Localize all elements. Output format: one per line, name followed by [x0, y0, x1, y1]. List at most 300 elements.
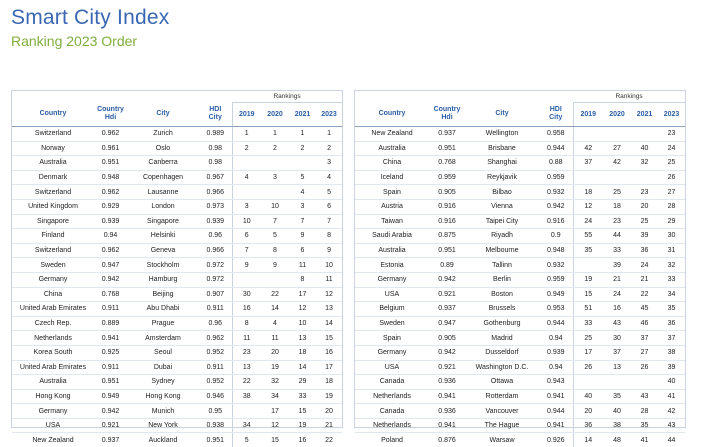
cell-rank-2020: 5: [261, 229, 289, 244]
cell-rank-2021: [631, 127, 658, 142]
cell-country: Czech Rep.: [12, 316, 94, 331]
cell-rank-2020: 37: [603, 345, 631, 360]
cell-hdi-city: 0.946: [199, 389, 232, 404]
table-row: [355, 185, 685, 200]
page-title: Smart City Index: [11, 6, 169, 30]
cell-city: Beijing: [127, 287, 199, 302]
cell-city: Riyadh: [465, 229, 539, 244]
cell-rank-2020: 43: [603, 316, 631, 331]
cell-country: Australia: [355, 243, 429, 258]
cell-rank-2021: 6: [289, 243, 316, 258]
cell-rank-2023: 21: [316, 418, 342, 433]
cell-country-hdi: 0.959: [429, 170, 465, 185]
table-row: [355, 170, 685, 185]
cell-rank-2020: [603, 170, 631, 185]
table-row: [12, 331, 342, 346]
ranking-table-right: [354, 90, 686, 428]
cell-hdi-city: 0.972: [199, 272, 232, 287]
cell-rank-2023: 38: [658, 345, 685, 360]
cell-city: Bilbao: [465, 185, 539, 200]
cell-country-hdi: 0.961: [94, 141, 127, 156]
cell-rank-2019: [232, 272, 261, 287]
cell-country: Estonia: [355, 258, 429, 273]
cell-rank-2021: 41: [631, 433, 658, 447]
cell-country: China: [355, 156, 429, 171]
cell-city: Taipei City: [465, 214, 539, 229]
cell-rank-2019: 36: [573, 418, 603, 433]
cell-city: Munich: [127, 404, 199, 419]
cell-city: Hong Kong: [127, 389, 199, 404]
cell-rank-2020: 25: [603, 185, 631, 200]
cell-country-hdi: 0.948: [94, 170, 127, 185]
cell-country-hdi: 0.941: [429, 418, 465, 433]
cell-rank-2019: 23: [232, 345, 261, 360]
cell-country: Poland: [355, 433, 429, 447]
cell-hdi-city: 0.948: [539, 243, 573, 258]
cell-rank-2019: 11: [232, 331, 261, 346]
cell-country-hdi: 0.942: [94, 272, 127, 287]
cell-country-hdi: 0.911: [94, 302, 127, 317]
col-header-2019: 2019: [232, 103, 261, 127]
cell-rank-2019: 10: [232, 214, 261, 229]
cell-country-hdi: 0.951: [94, 375, 127, 390]
cell-rank-2021: 18: [289, 345, 316, 360]
col-header-country: Country: [12, 103, 94, 127]
cell-rank-2021: 8: [289, 272, 316, 287]
col-header-city: City: [127, 103, 199, 127]
table-row: [12, 170, 342, 185]
cell-rank-2023: 44: [658, 433, 685, 447]
cell-country-hdi: 0.921: [94, 418, 127, 433]
cell-rank-2023: 26: [658, 170, 685, 185]
cell-rank-2020: 18: [603, 199, 631, 214]
cell-country: Spain: [355, 185, 429, 200]
table-row: [355, 287, 685, 302]
cell-rank-2021: 25: [631, 214, 658, 229]
cell-rank-2019: [232, 404, 261, 419]
table-row: [12, 214, 342, 229]
cell-hdi-city: 0.973: [199, 199, 232, 214]
cell-city: Oslo: [127, 141, 199, 156]
cell-country-hdi: 0.947: [429, 316, 465, 331]
cell-rank-2020: [261, 156, 289, 171]
cell-rank-2021: 3: [289, 199, 316, 214]
cell-rank-2020: 17: [261, 404, 289, 419]
cell-city: Rotterdam: [465, 389, 539, 404]
cell-rank-2023: 22: [316, 433, 342, 447]
cell-rank-2019: 14: [573, 433, 603, 447]
cell-city: Prague: [127, 316, 199, 331]
cell-country: United Arab Emirates: [12, 302, 94, 317]
cell-rank-2021: 36: [631, 243, 658, 258]
cell-rank-2023: 39: [658, 360, 685, 375]
cell-rank-2020: 13: [603, 360, 631, 375]
cell-rank-2020: 20: [261, 345, 289, 360]
cell-country: Canada: [355, 404, 429, 419]
col-header-2023: 2023: [316, 103, 342, 127]
cell-rank-2023: 6: [316, 199, 342, 214]
cell-hdi-city: 0.944: [539, 404, 573, 419]
col-header-hdi-city: HDI City: [539, 103, 573, 127]
cell-rank-2020: 3: [261, 170, 289, 185]
cell-country: Finland: [12, 229, 94, 244]
cell-city: New York: [127, 418, 199, 433]
cell-hdi-city: 0.939: [539, 345, 573, 360]
table-row: [12, 272, 342, 287]
table-row: [355, 199, 685, 214]
cell-country-hdi: 0.916: [429, 199, 465, 214]
cell-rank-2019: 40: [573, 389, 603, 404]
cell-country-hdi: 0.905: [429, 331, 465, 346]
cell-rank-2020: 1: [261, 127, 289, 142]
cell-country: Iceland: [355, 170, 429, 185]
cell-city: Reykjavik: [465, 170, 539, 185]
cell-country: Australia: [12, 375, 94, 390]
cell-country: Switzerland: [12, 243, 94, 258]
cell-rank-2023: 37: [658, 331, 685, 346]
cell-country: Switzerland: [12, 127, 94, 142]
table-row: [355, 258, 685, 273]
cell-rank-2020: 14: [261, 302, 289, 317]
table-row: [355, 418, 685, 433]
cell-rank-2021: 29: [289, 375, 316, 390]
cell-country-hdi: 0.89: [429, 258, 465, 273]
cell-country: Germany: [355, 272, 429, 287]
table-row: [12, 345, 342, 360]
col-header-2020: 2020: [603, 103, 631, 127]
cell-country-hdi: 0.936: [429, 375, 465, 390]
cell-rank-2019: [232, 185, 261, 200]
cell-hdi-city: 0.944: [539, 316, 573, 331]
cell-country: Australia: [12, 156, 94, 171]
ranking-table-left-grid: [12, 91, 342, 447]
cell-hdi-city: 0.952: [199, 345, 232, 360]
cell-hdi-city: 0.907: [199, 287, 232, 302]
cell-city: Helsinki: [127, 229, 199, 244]
cell-rank-2023: 1: [316, 127, 342, 142]
cell-rank-2021: 43: [631, 389, 658, 404]
cell-rank-2019: 5: [232, 433, 261, 447]
cell-rank-2019: [232, 156, 261, 171]
cell-city: Hamburg: [127, 272, 199, 287]
cell-rank-2019: 34: [232, 418, 261, 433]
cell-hdi-city: 0.989: [199, 127, 232, 142]
cell-hdi-city: 0.9: [539, 229, 573, 244]
col-header-country-hdi: Country Hdi: [94, 103, 127, 127]
table-row: [12, 185, 342, 200]
cell-rank-2020: 24: [603, 287, 631, 302]
cell-country: Spain: [355, 331, 429, 346]
cell-rank-2021: 28: [631, 404, 658, 419]
cell-rank-2023: 3: [316, 156, 342, 171]
col-header-2021: 2021: [631, 103, 658, 127]
cell-rank-2019: 19: [573, 272, 603, 287]
table-row: [12, 199, 342, 214]
cell-rank-2019: 6: [232, 229, 261, 244]
cell-country: USA: [355, 360, 429, 375]
cell-rank-2019: [573, 170, 603, 185]
cell-rank-2021: 33: [289, 389, 316, 404]
cell-city: Melbourne: [465, 243, 539, 258]
cell-rank-2021: [631, 170, 658, 185]
cell-rank-2021: 32: [631, 156, 658, 171]
cell-rank-2020: 12: [261, 418, 289, 433]
cell-country-hdi: 0.921: [429, 360, 465, 375]
cell-hdi-city: 0.962: [199, 331, 232, 346]
cell-rank-2019: 15: [573, 287, 603, 302]
table-row: [12, 141, 342, 156]
cell-hdi-city: 0.932: [539, 258, 573, 273]
cell-rank-2020: 39: [603, 258, 631, 273]
cell-rank-2020: [603, 127, 631, 142]
cell-rank-2023: 33: [658, 272, 685, 287]
cell-rank-2023: 34: [658, 287, 685, 302]
cell-country-hdi: 0.876: [429, 433, 465, 447]
cell-hdi-city: 0.94: [539, 331, 573, 346]
cell-country: Austria: [355, 199, 429, 214]
cell-hdi-city: 0.98: [199, 156, 232, 171]
cell-city: Sydney: [127, 375, 199, 390]
cell-city: Tallinn: [465, 258, 539, 273]
cell-country-hdi: 0.911: [94, 360, 127, 375]
cell-country-hdi: 0.905: [429, 185, 465, 200]
table-row: [355, 156, 685, 171]
cell-country-hdi: 0.947: [94, 258, 127, 273]
ranking-table-right-grid: [355, 91, 685, 447]
cell-rank-2023: 12: [316, 287, 342, 302]
cell-rank-2019: 38: [232, 389, 261, 404]
cell-rank-2021: 7: [289, 214, 316, 229]
cell-rank-2019: 12: [573, 199, 603, 214]
cell-rank-2023: 4: [316, 170, 342, 185]
cell-rank-2021: 5: [289, 170, 316, 185]
cell-city: Lausanne: [127, 185, 199, 200]
cell-city: Warsaw: [465, 433, 539, 447]
cell-country: Norway: [12, 141, 94, 156]
cell-city: Vienna: [465, 199, 539, 214]
cell-hdi-city: 0.911: [199, 302, 232, 317]
cell-city: Berlin: [465, 272, 539, 287]
cell-rank-2020: 19: [261, 360, 289, 375]
cell-rank-2023: 13: [316, 302, 342, 317]
cell-country-hdi: 0.94: [94, 229, 127, 244]
cell-rank-2020: 10: [261, 199, 289, 214]
cell-hdi-city: 0.959: [539, 170, 573, 185]
cell-city: Dubai: [127, 360, 199, 375]
cell-hdi-city: 0.95: [199, 404, 232, 419]
cell-hdi-city: 0.949: [539, 287, 573, 302]
cell-rank-2021: 21: [631, 272, 658, 287]
cell-rank-2021: 35: [631, 418, 658, 433]
table-row: [12, 258, 342, 273]
cell-rank-2019: 30: [232, 287, 261, 302]
cell-rank-2019: 24: [573, 214, 603, 229]
cell-hdi-city: 0.94: [539, 360, 573, 375]
col-header-2020: 2020: [261, 103, 289, 127]
cell-rank-2023: 28: [658, 199, 685, 214]
table-row: [355, 316, 685, 331]
cell-rank-2019: 55: [573, 229, 603, 244]
cell-rank-2023: 30: [658, 229, 685, 244]
cell-rank-2021: 16: [289, 433, 316, 447]
cell-rank-2019: [573, 127, 603, 142]
cell-country: New Zealand: [355, 127, 429, 142]
cell-rank-2021: 37: [631, 331, 658, 346]
cell-rank-2019: 9: [232, 258, 261, 273]
cell-rank-2021: 22: [631, 287, 658, 302]
cell-hdi-city: 0.967: [199, 170, 232, 185]
cell-rank-2019: 20: [573, 404, 603, 419]
cell-rank-2023: 43: [658, 418, 685, 433]
table-row: [12, 127, 342, 142]
cell-rank-2019: 8: [232, 316, 261, 331]
cell-rank-2023: 9: [316, 243, 342, 258]
table-row: [355, 229, 685, 244]
cell-rank-2021: 23: [631, 185, 658, 200]
cell-hdi-city: 0.944: [539, 141, 573, 156]
cell-rank-2019: 35: [573, 243, 603, 258]
cell-country-hdi: 0.951: [429, 243, 465, 258]
cell-country-hdi: 0.942: [94, 404, 127, 419]
table-row: [355, 272, 685, 287]
cell-rank-2021: 39: [631, 229, 658, 244]
cell-city: Brussels: [465, 302, 539, 317]
cell-rank-2019: 25: [573, 331, 603, 346]
cell-city: Madrid: [465, 331, 539, 346]
col-header-country: Country: [355, 103, 429, 127]
cell-rank-2019: 37: [573, 156, 603, 171]
rankings-header: Rankings: [232, 91, 342, 103]
cell-hdi-city: 0.943: [539, 375, 573, 390]
table-row: [355, 127, 685, 142]
cell-rank-2019: 1: [232, 127, 261, 142]
cell-rank-2020: 15: [261, 433, 289, 447]
cell-country: Denmark: [12, 170, 94, 185]
cell-rank-2019: 2: [232, 141, 261, 156]
cell-hdi-city: 0.942: [539, 199, 573, 214]
cell-rank-2021: 26: [631, 360, 658, 375]
cell-rank-2019: 7: [232, 243, 261, 258]
cell-country: United Arab Emirates: [12, 360, 94, 375]
cell-rank-2023: 32: [658, 258, 685, 273]
cell-rank-2020: 35: [603, 389, 631, 404]
cell-country: Singapore: [12, 214, 94, 229]
cell-rank-2021: 40: [631, 141, 658, 156]
cell-city: Seoul: [127, 345, 199, 360]
table-row: [355, 345, 685, 360]
cell-hdi-city: 0.972: [199, 258, 232, 273]
page-subtitle: Ranking 2023 Order: [11, 33, 137, 49]
cell-rank-2020: 22: [261, 287, 289, 302]
cell-rank-2023: 5: [316, 185, 342, 200]
cell-rank-2020: 9: [261, 258, 289, 273]
cell-rank-2021: 24: [631, 258, 658, 273]
table-row: [355, 302, 685, 317]
cell-country-hdi: 0.925: [94, 345, 127, 360]
cell-country-hdi: 0.942: [429, 272, 465, 287]
cell-rank-2019: 3: [232, 199, 261, 214]
cell-rank-2020: 32: [261, 375, 289, 390]
cell-country-hdi: 0.939: [94, 214, 127, 229]
cell-rank-2023: 11: [316, 272, 342, 287]
cell-rank-2020: 38: [603, 418, 631, 433]
cell-city: Zurich: [127, 127, 199, 142]
cell-country: Sweden: [12, 258, 94, 273]
cell-hdi-city: 0.98: [199, 141, 232, 156]
cell-rank-2023: 16: [316, 345, 342, 360]
cell-rank-2020: 33: [603, 243, 631, 258]
cell-country-hdi: 0.949: [94, 389, 127, 404]
cell-rank-2020: [261, 272, 289, 287]
cell-rank-2023: 40: [658, 375, 685, 390]
cell-country: Germany: [12, 272, 94, 287]
cell-city: Abu Dhabi: [127, 302, 199, 317]
cell-hdi-city: 0.939: [199, 214, 232, 229]
cell-rank-2023: 41: [658, 389, 685, 404]
cell-country-hdi: 0.889: [94, 316, 127, 331]
cell-rank-2023: 25: [658, 156, 685, 171]
cell-rank-2020: 42: [603, 156, 631, 171]
cell-rank-2019: 4: [232, 170, 261, 185]
cell-rank-2021: 19: [289, 418, 316, 433]
cell-rank-2020: [261, 185, 289, 200]
cell-rank-2021: 46: [631, 316, 658, 331]
cell-rank-2021: [289, 156, 316, 171]
cell-rank-2020: 23: [603, 214, 631, 229]
cell-rank-2020: 8: [261, 243, 289, 258]
cell-rank-2021: 14: [289, 360, 316, 375]
cell-rank-2019: 22: [232, 375, 261, 390]
ranking-table-left-body: [12, 127, 342, 447]
cell-rank-2021: 15: [289, 404, 316, 419]
cell-rank-2020: 21: [603, 272, 631, 287]
cell-country: Taiwan: [355, 214, 429, 229]
cell-city: Canberra: [127, 156, 199, 171]
cell-country-hdi: 0.937: [94, 433, 127, 447]
table-row: [12, 418, 342, 433]
cell-rank-2019: [573, 375, 603, 390]
cell-city: Wellington: [465, 127, 539, 142]
cell-rank-2023: 18: [316, 375, 342, 390]
cell-rank-2019: 42: [573, 141, 603, 156]
cell-rank-2020: 11: [261, 331, 289, 346]
cell-hdi-city: 0.932: [539, 185, 573, 200]
cell-rank-2023: 2: [316, 141, 342, 156]
ranking-table-right-body: [355, 127, 685, 447]
cell-rank-2020: 16: [603, 302, 631, 317]
cell-rank-2023: 8: [316, 229, 342, 244]
cell-rank-2021: 17: [289, 287, 316, 302]
cell-country-hdi: 0.951: [94, 156, 127, 171]
table-row: [355, 360, 685, 375]
cell-hdi-city: 0.959: [539, 272, 573, 287]
col-header-2021: 2021: [289, 103, 316, 127]
cell-rank-2020: 2: [261, 141, 289, 156]
table-row: [12, 229, 342, 244]
cell-city: Washington D.C.: [465, 360, 539, 375]
cell-rank-2019: 16: [232, 302, 261, 317]
cell-rank-2020: 4: [261, 316, 289, 331]
cell-rank-2021: 11: [289, 258, 316, 273]
cell-country: Belgium: [355, 302, 429, 317]
cell-hdi-city: 0.951: [199, 433, 232, 447]
cell-rank-2021: 4: [289, 185, 316, 200]
cell-country-hdi: 0.937: [429, 127, 465, 142]
cell-country: Korea South: [12, 345, 94, 360]
table-row: [355, 404, 685, 419]
col-header-2023: 2023: [658, 103, 685, 127]
col-header-city: City: [465, 103, 539, 127]
